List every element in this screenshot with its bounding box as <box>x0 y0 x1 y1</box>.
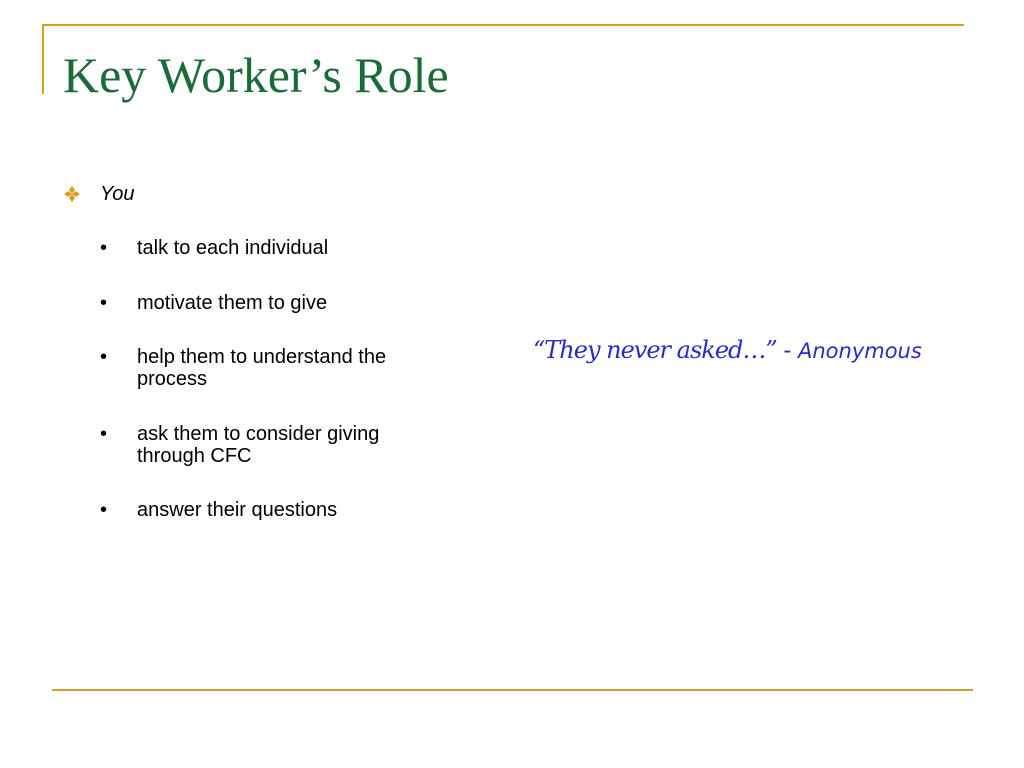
quote-text: “They never asked…” <box>533 336 777 364</box>
bullet-dot-icon: • <box>100 237 108 259</box>
bullet-dot-icon: • <box>100 499 108 521</box>
level1-item <box>63 182 134 206</box>
bullet-text: ask them to consider giving through CFC <box>137 423 380 467</box>
bullet-text: answer their questions <box>137 499 338 521</box>
level1-text: You <box>100 183 135 205</box>
bullet-item <box>100 423 440 467</box>
bullet-text: motivate them to give <box>137 292 328 314</box>
quote-author: Anonymous <box>797 339 922 363</box>
bullet-item <box>100 346 440 390</box>
bullet-text: help them to understand the process <box>137 346 387 390</box>
bullet-item <box>100 237 440 259</box>
left-rule <box>42 24 44 94</box>
slide-title: Key Worker’s Role <box>63 47 449 103</box>
bullet-text: talk to each individual <box>137 237 329 259</box>
bullet-item <box>100 292 440 314</box>
quote <box>533 336 922 365</box>
quote-separator: - <box>776 337 798 364</box>
bullet-item <box>100 499 440 521</box>
top-rule <box>42 24 964 26</box>
bullet-dot-icon: • <box>100 346 108 368</box>
diamond-bullet-icon <box>63 185 81 203</box>
bullet-dot-icon: • <box>100 292 108 314</box>
bullet-dot-icon: • <box>100 423 108 445</box>
bottom-rule <box>52 689 973 691</box>
